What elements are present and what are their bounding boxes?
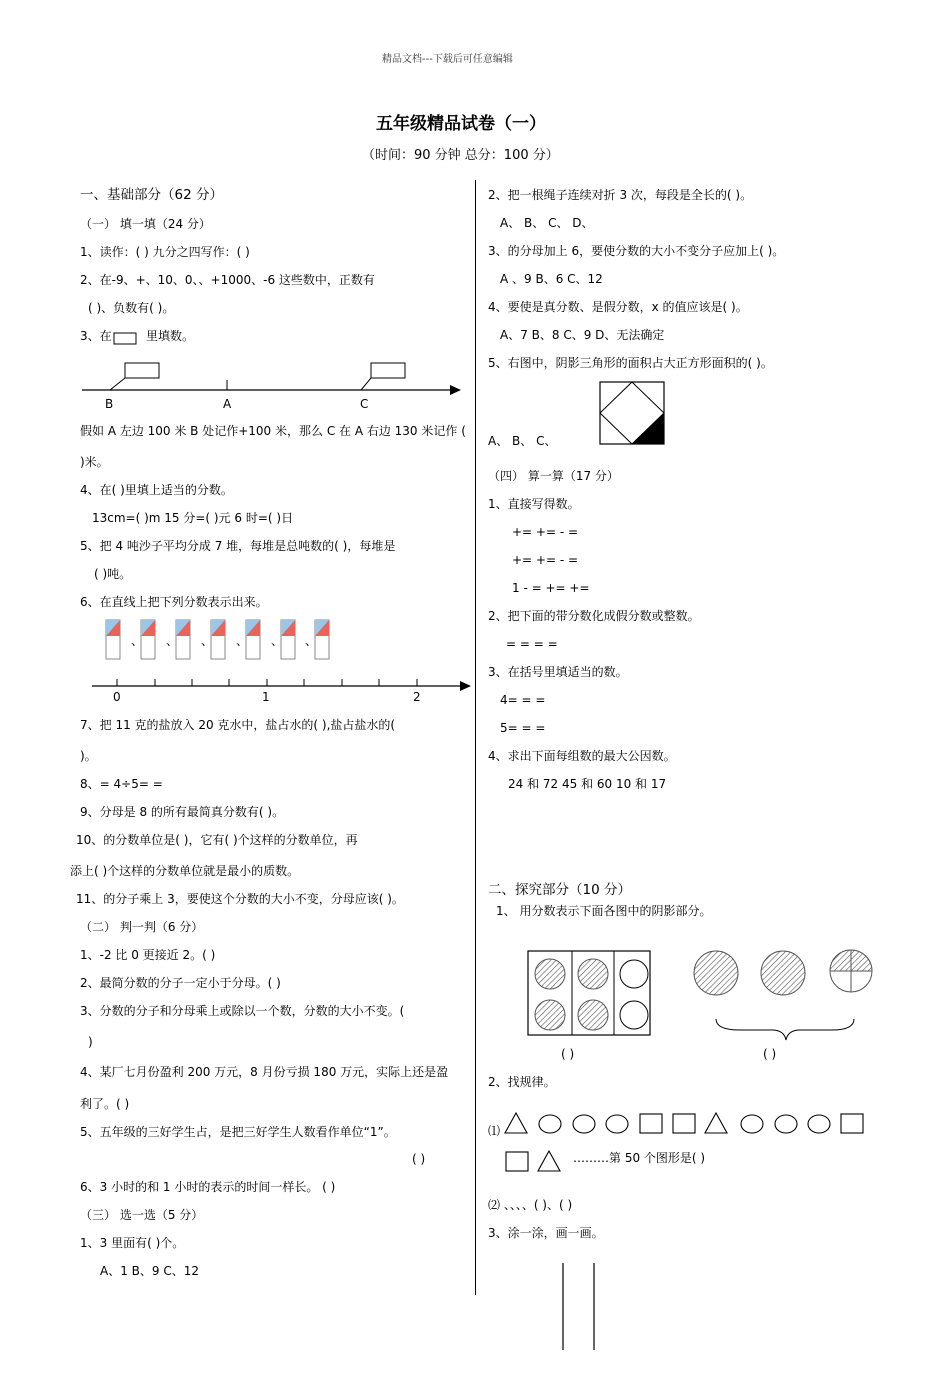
page-title: 五年级精品试卷（一） <box>376 114 546 134</box>
pattern-shapes <box>505 1113 863 1171</box>
question-7: 7、把 11 克的盐放入 20 克水中，盐占水的( ),盐占盐水的( <box>80 718 396 732</box>
calc-2-row: = = = = <box>506 637 558 651</box>
question-4-items: 13cm=( )m 15 分=( )元 6 时=( )日 <box>92 511 294 525</box>
question-2: 2、在-9、+、10、0、、+1000、-6 这些数中，正数有 <box>80 273 375 287</box>
choice-3-options: A 、9 B、6 C、12 <box>500 272 603 286</box>
number-line-2 <box>92 679 471 691</box>
judge-2: 2、最简分数的分子一定小于分母。( ) <box>80 976 281 990</box>
svg-text:、: 、 <box>271 634 284 648</box>
question-3-text-2: )米。 <box>80 455 109 469</box>
judge-3: 3、分数的分子和分母乘上或除以一个数，分数的大小不变。( <box>80 1004 405 1018</box>
pattern-1-label: ⑴ <box>488 1124 501 1138</box>
choice-5: 5、右图中，阴影三角形的面积占大正方形面积的( )。 <box>488 356 773 370</box>
question-9: 9、分母是 8 的所有最简真分数有( )。 <box>80 805 285 819</box>
circles-grid-figure <box>528 951 650 1035</box>
question-4: 4、在( )里填上适当的分数。 <box>80 483 233 497</box>
choice-1-options: A、1 B、9 C、12 <box>100 1264 199 1278</box>
calc-4: 4、求出下面每组数的最大公因数。 <box>488 749 676 763</box>
page-header: 精品文档---下载后可任意编辑 <box>382 54 513 65</box>
question-3: 3、在 <box>80 329 112 343</box>
inline-box <box>114 333 136 344</box>
number-line-1 <box>82 363 461 395</box>
calc-1-row1: += += - = <box>512 525 579 539</box>
calc-2: 2、把下面的带分数化成假分数或整数。 <box>488 609 700 623</box>
numberline-label-b: B <box>105 397 114 411</box>
calc-1-row2: += += - = <box>512 553 579 567</box>
pattern-1-question: ………第 50 个图形是( ) <box>573 1151 706 1165</box>
question-11: 11、的分子乘上 3，要使这个分数的大小不变，分母应该( )。 <box>76 892 404 906</box>
svg-text:、: 、 <box>201 634 214 648</box>
question-6: 6、在直线上把下列分数表示出来。 <box>80 595 268 609</box>
judge-5-line2: ( ) <box>412 1152 426 1166</box>
numberline-label-a: A <box>223 397 232 411</box>
explore-1-answer-2: ( ) <box>763 1047 777 1061</box>
calc-3-row1: 4= = = <box>500 693 546 707</box>
section-basic-title: 一、基础部分（62 分） <box>80 187 223 203</box>
explore-1: 1、 用分数表示下面各图中的阴影部分。 <box>496 904 712 918</box>
parallel-lines <box>563 1263 594 1350</box>
judge-1: 1、-2 比 0 更接近 2。( ) <box>80 948 216 962</box>
calc-1: 1、直接写得数。 <box>488 497 580 511</box>
choice-2: 2、把一根绳子连续对折 3 次，每段是全长的( )。 <box>488 188 753 202</box>
judge-6: 6、3 小时的和 1 小时的表示的时间一样长。 ( ) <box>80 1180 336 1194</box>
answer-box-b <box>125 363 159 378</box>
square-figure <box>600 382 664 444</box>
question-3-text: 假如 A 左边 100 米 B 处记作+100 米，那么 C 在 A 右边 130 米记作 ( <box>80 424 466 438</box>
pattern-2: ⑵ 、、、、( )、( ) <box>488 1198 573 1212</box>
question-3-tail: 里填数。 <box>146 329 195 343</box>
calc-3-row2: 5= = = <box>500 721 546 735</box>
fraction-images <box>106 620 329 659</box>
question-10: 10、的分数单位是( )，它有( )个这样的分数单位，再 <box>76 833 358 847</box>
page-subtitle: （时间：90 分钟 总分：100 分） <box>362 148 559 163</box>
numberline-label-c: C <box>360 397 369 411</box>
question-1: 1、读作：( ) 九分之四写作：( ) <box>80 245 250 259</box>
choice-1: 1、3 里面有( )个。 <box>80 1236 185 1250</box>
svg-text:、: 、 <box>166 634 179 648</box>
choice-4: 4、要使是真分数、是假分数，x 的值应该是( )。 <box>488 300 748 314</box>
explore-2: 2、找规律。 <box>488 1075 556 1089</box>
judge-3-line2: ) <box>88 1035 93 1049</box>
numberline2-label-2: 2 <box>413 690 421 704</box>
part-fill-title: （一） 填一填（24 分） <box>80 217 211 231</box>
question-5-line2: ( )吨。 <box>94 567 132 581</box>
choice-2-options: A、 B、 C、 D、 <box>500 216 594 230</box>
svg-text:、: 、 <box>131 634 144 648</box>
section-explore-title: 二、探究部分（10 分） <box>488 882 631 898</box>
explore-3: 3、涂一涂，画一画。 <box>488 1226 604 1240</box>
calc-1-row3: 1 - = += += <box>512 581 590 595</box>
calc-4-row: 24 和 72 45 和 60 10 和 17 <box>508 777 667 791</box>
answer-box-c <box>371 363 405 378</box>
svg-text:、: 、 <box>236 634 249 648</box>
part-choose-title: （三） 选一选（5 分） <box>80 1208 204 1222</box>
judge-5: 5、五年级的三好学生占，是把三好学生人数看作单位“1”。 <box>80 1125 396 1139</box>
numberline2-label-0: 0 <box>113 690 121 704</box>
judge-4-line2: 利了。( ) <box>80 1097 130 1111</box>
choice-4-options: A、7 B、8 C、9 D、无法确定 <box>500 328 665 342</box>
part-calc-title: （四） 算一算（17 分） <box>488 469 619 483</box>
choice-3: 3、的分母加上 6，要使分数的大小不变分子应加上( )。 <box>488 244 785 258</box>
circles-brace-figure <box>694 950 872 1040</box>
question-7-line2: )。 <box>80 749 97 763</box>
judge-4: 4、某厂七月份盈利 200 万元，8 月份亏损 180 万元，实际上还是盈 <box>80 1065 449 1079</box>
numberline2-label-1: 1 <box>262 690 270 704</box>
question-10-line2: 添上( )个这样的分数单位就是最小的质数。 <box>70 864 300 878</box>
explore-1-answer-1: ( ) <box>561 1047 575 1061</box>
question-5: 5、把 4 吨沙子平均分成 7 堆，每堆是总吨数的( )，每堆是 <box>80 539 396 553</box>
choice-5-options: A、 B、 C、 <box>488 434 557 448</box>
part-judge-title: （二） 判一判（6 分） <box>80 920 204 934</box>
question-2-line2: ( )、负数有( )。 <box>88 301 175 315</box>
calc-3: 3、在括号里填适当的数。 <box>488 665 628 679</box>
svg-text:、: 、 <box>305 634 318 648</box>
question-8: 8、= 4÷5= = <box>80 777 163 791</box>
